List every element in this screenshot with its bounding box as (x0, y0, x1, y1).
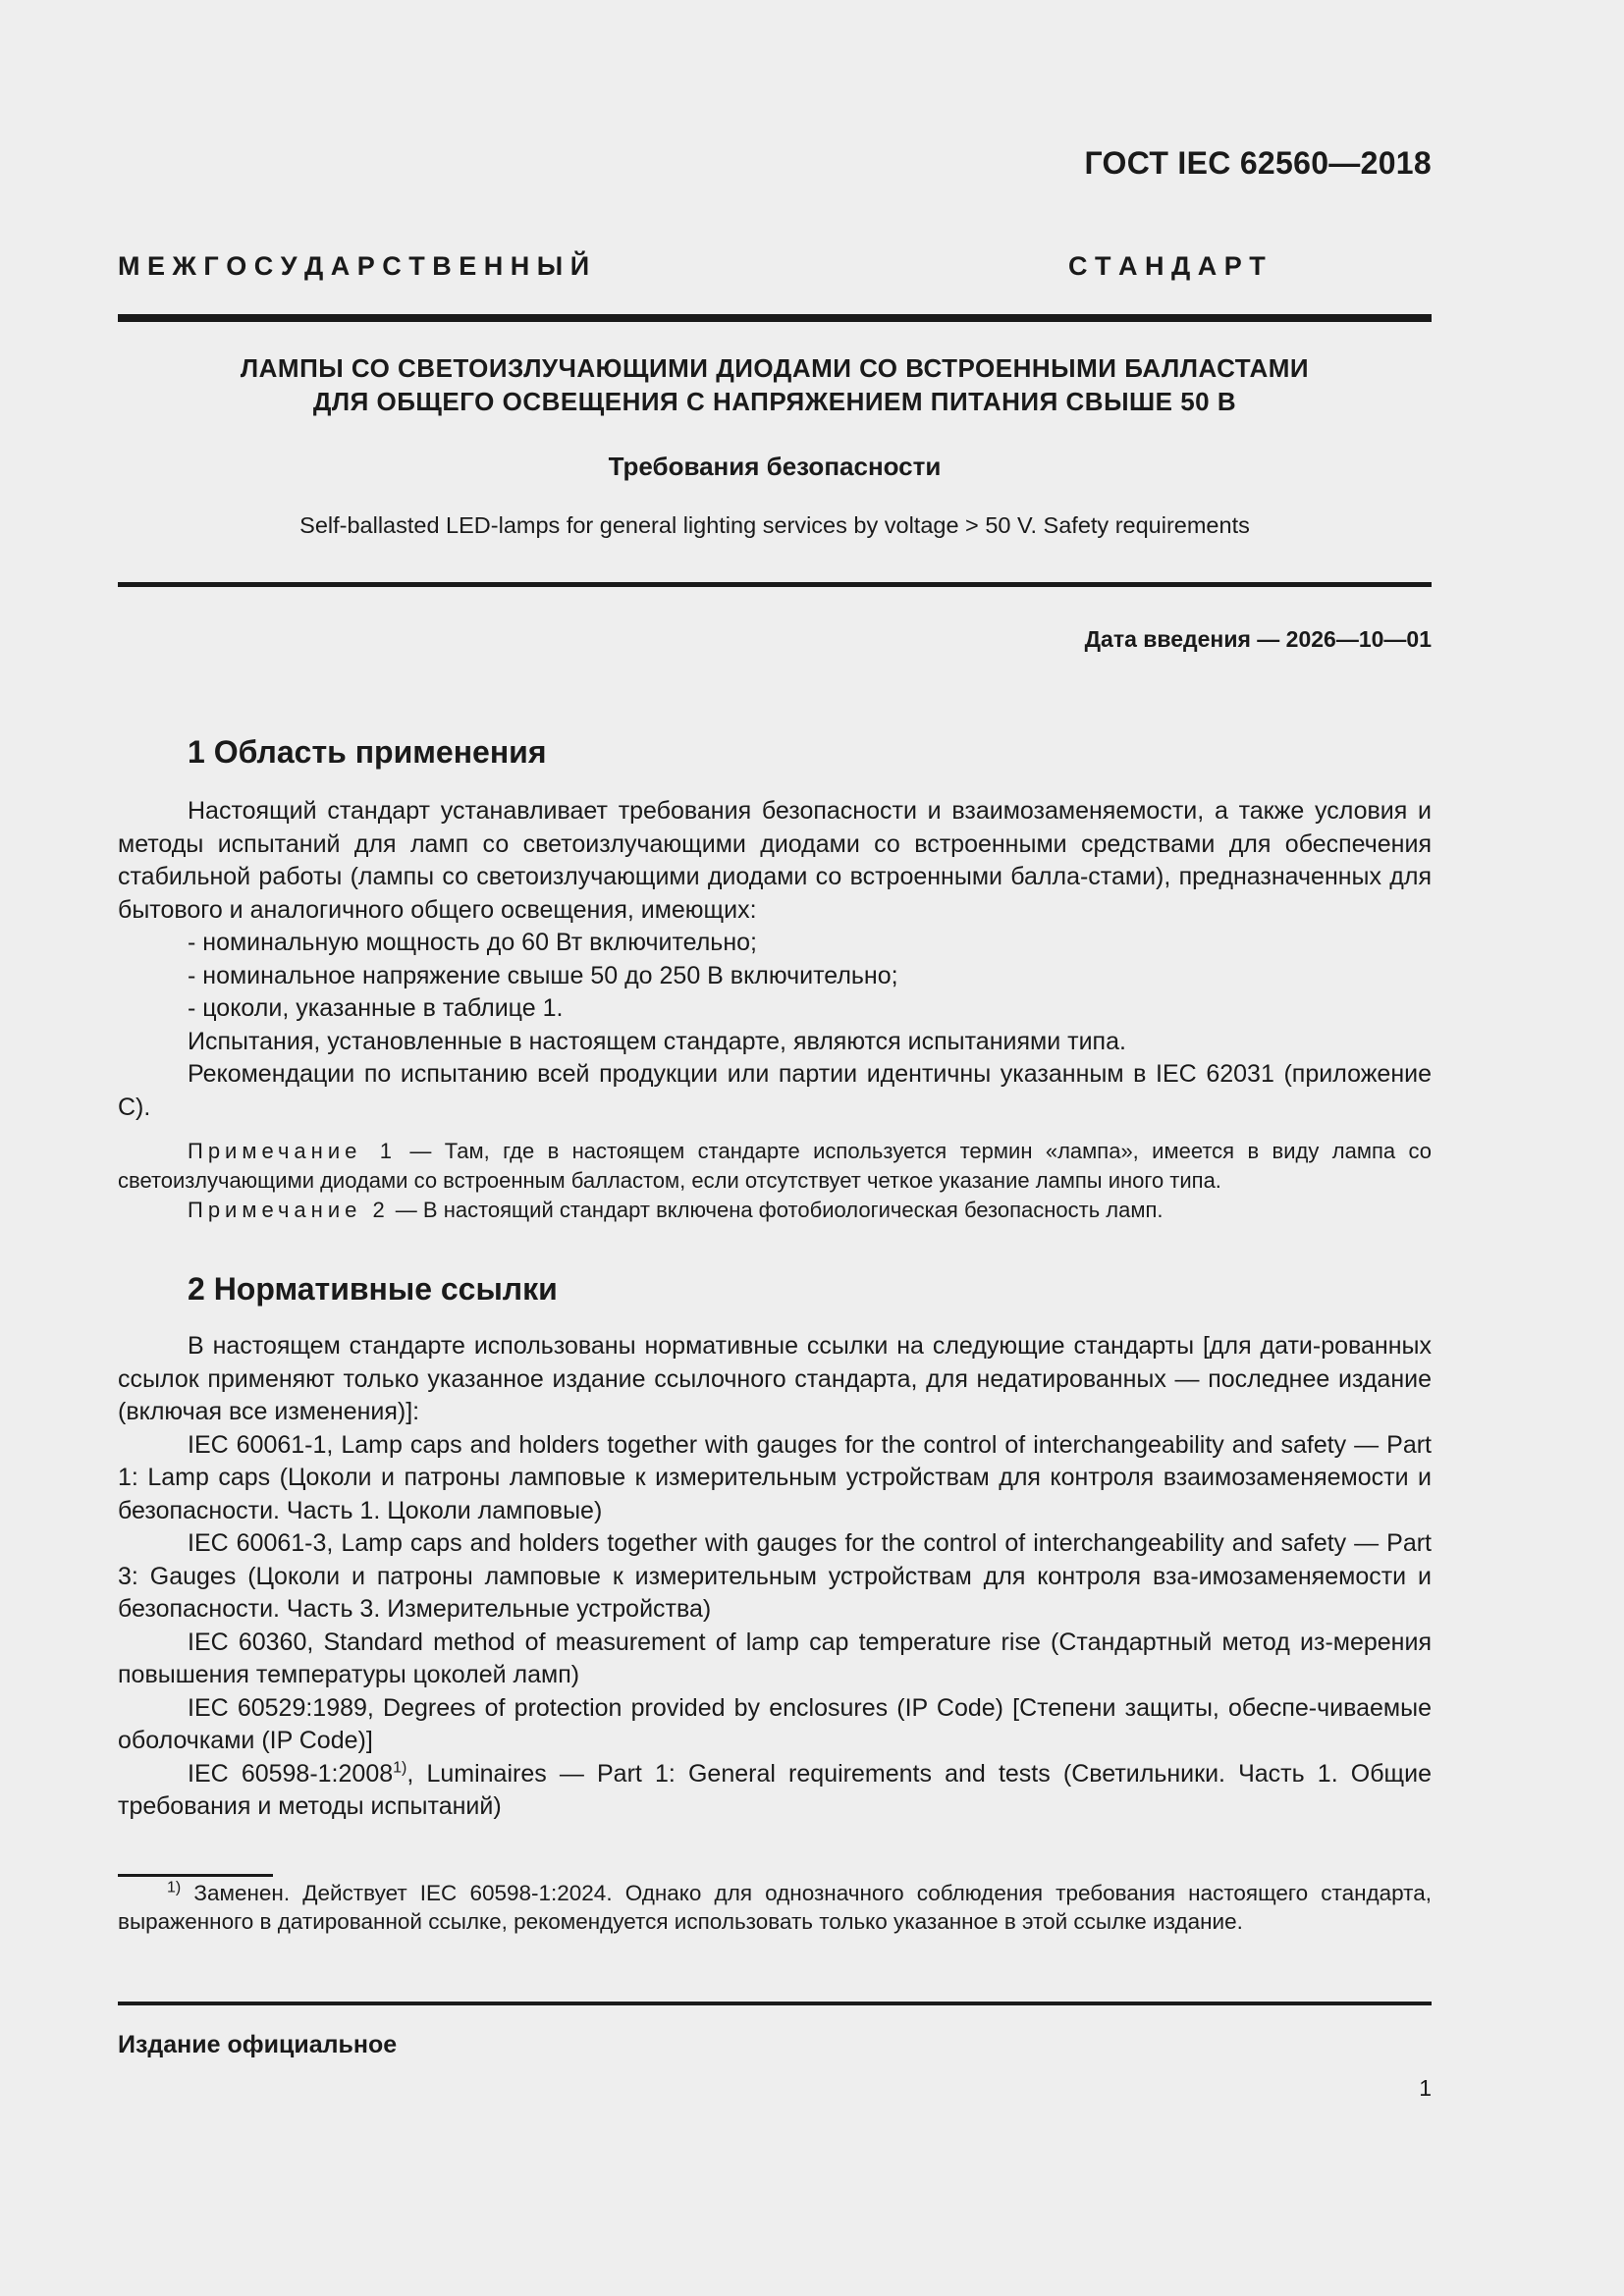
footnote-ref[interactable]: 1) (393, 1759, 407, 1777)
document-title (118, 351, 1432, 418)
list-item: - номинальную мощность до 60 Вт включительно; (188, 929, 757, 956)
paragraph: Настоящий стандарт устанавливает требования безопасности и взаимозаменяемости, а также условия и методы испытаний для ламп со светоизлучающими диодами со встроенными средствами для обеспечения стабильной работы (лампы со светоизлучающими диодами со встроенными балла-стами), предназначенных для бытового и аналогичного общего освещения, имеющих: (118, 797, 1432, 924)
reference-item (118, 1758, 1432, 1824)
title-line-2: ДЛЯ ОБЩЕГО ОСВЕЩЕНИЯ С НАПРЯЖЕНИЕМ ПИТАНИЯ СВЫШЕ 50 В (312, 387, 1237, 416)
list-item: - номинальное напряжение свыше 50 до 250 В включительно; (188, 961, 898, 989)
note-label: Примечание 2 (188, 1198, 390, 1222)
reference-code: IEC 60598-1:2008 (188, 1759, 394, 1788)
footnote-paragraph (118, 1879, 1432, 1936)
paragraph: Испытания, установленные в настоящем стандарте, являются испытаниями типа. (188, 1027, 1126, 1055)
introduction-date: Дата введения — 2026—10—01 (1084, 626, 1432, 652)
list-item: - цоколи, указанные в таблице 1. (188, 994, 564, 1022)
note-text: — В настоящий стандарт включена фотобиологическая безопасность ламп. (389, 1198, 1164, 1222)
section-1-heading: 1 Область применения (188, 734, 547, 770)
footnote-marker: 1) (167, 1879, 182, 1896)
title-rule (118, 582, 1432, 587)
footnote-separator (118, 1874, 273, 1877)
standard-word: С Т А Н Д А Р Т (1068, 251, 1266, 281)
english-title: Self-ballasted LED-lamps for general lighting services by voltage > 50 V. Safety requirements (299, 512, 1250, 538)
note-label: Примечание 1 (188, 1139, 397, 1163)
document-subtitle: Требования безопасности (608, 452, 942, 481)
section-1-notes (118, 1137, 1432, 1225)
section-1-body (118, 795, 1432, 1124)
note-2 (118, 1196, 1432, 1225)
interstate-standard-banner (118, 251, 1432, 282)
paragraph: Рекомендации по испытанию всей продукции или партии идентичны указанным в IEC 62031 (приложение C). (118, 1060, 1432, 1121)
reference-item: IEC 60529:1989, Degrees of protection provided by enclosures (IP Code) [Степени защиты, обеспе-чиваемые оболочками (IP Code)] (118, 1693, 1432, 1754)
reference-text: , Luminaires — Part 1: General requirements and tests (Светильники. Часть 1. Общие требования и методы испытаний) (118, 1759, 1432, 1820)
reference-item: IEC 60061-3, Lamp caps and holders together with gauges for the control of interchangeability and safety — Part 3: Gauges (Цоколи и патроны ламповые к измерительным устройствам для контроля вза-имозаменяемости и безопасности. Часть 3. Измерительные устройства) (118, 1529, 1432, 1623)
section-2-heading: 2 Нормативные ссылки (188, 1271, 558, 1307)
footer-rule (118, 2002, 1432, 2005)
page-number: 1 (1419, 2075, 1432, 2101)
reference-item: IEC 60061-1, Lamp caps and holders together with gauges for the control of interchangeability and safety — Part 1: Lamp caps (Цоколи и патроны ламповые к измерительным устройствам для контроля взаимозаменяемости и безопасности. Часть 1. Цоколи ламповые) (118, 1430, 1432, 1524)
title-line-1: ЛАМПЫ СО СВЕТОИЗЛУЧАЮЩИМИ ДИОДАМИ СО ВСТРОЕННЫМИ БАЛЛАСТАМИ (240, 353, 1310, 383)
paragraph: В настоящем стандарте использованы нормативные ссылки на следующие стандарты [для дати-рованных ссылок применяют только указанное издание ссылочного стандарта, для недатированных — последнее издание (включая все изменения)]: (118, 1332, 1432, 1425)
footnote (118, 1879, 1432, 1936)
edition-label: Издание официальное (118, 2031, 398, 2058)
header-rule (118, 314, 1432, 322)
reference-item: IEC 60360, Standard method of measurement of lamp cap temperature rise (Стандартный метод из-мерения повышения температуры цоколей ламп) (118, 1628, 1432, 1688)
interstate-word: М Е Ж Г О С У Д А Р С Т В Е Н Н Ы Й (118, 251, 590, 281)
note-1 (118, 1137, 1432, 1196)
section-2-body (118, 1330, 1432, 1824)
standard-number: ГОСТ IEC 62560—2018 (1084, 145, 1432, 181)
footnote-text: Заменен. Действует IEC 60598-1:2024. Однако для однозначного соблюдения требования настоящего стандарта, выраженного в датированной ссылке, рекомендуется использовать только указанное в этой ссылке издание. (118, 1881, 1432, 1934)
note-text: — Там, где в настоящем стандарте используется термин «лампа», имеется в виду лампа со светоизлучающими диодами со встроенным балластом, если отсутствует четкое указание лампы иного типа. (118, 1139, 1432, 1193)
